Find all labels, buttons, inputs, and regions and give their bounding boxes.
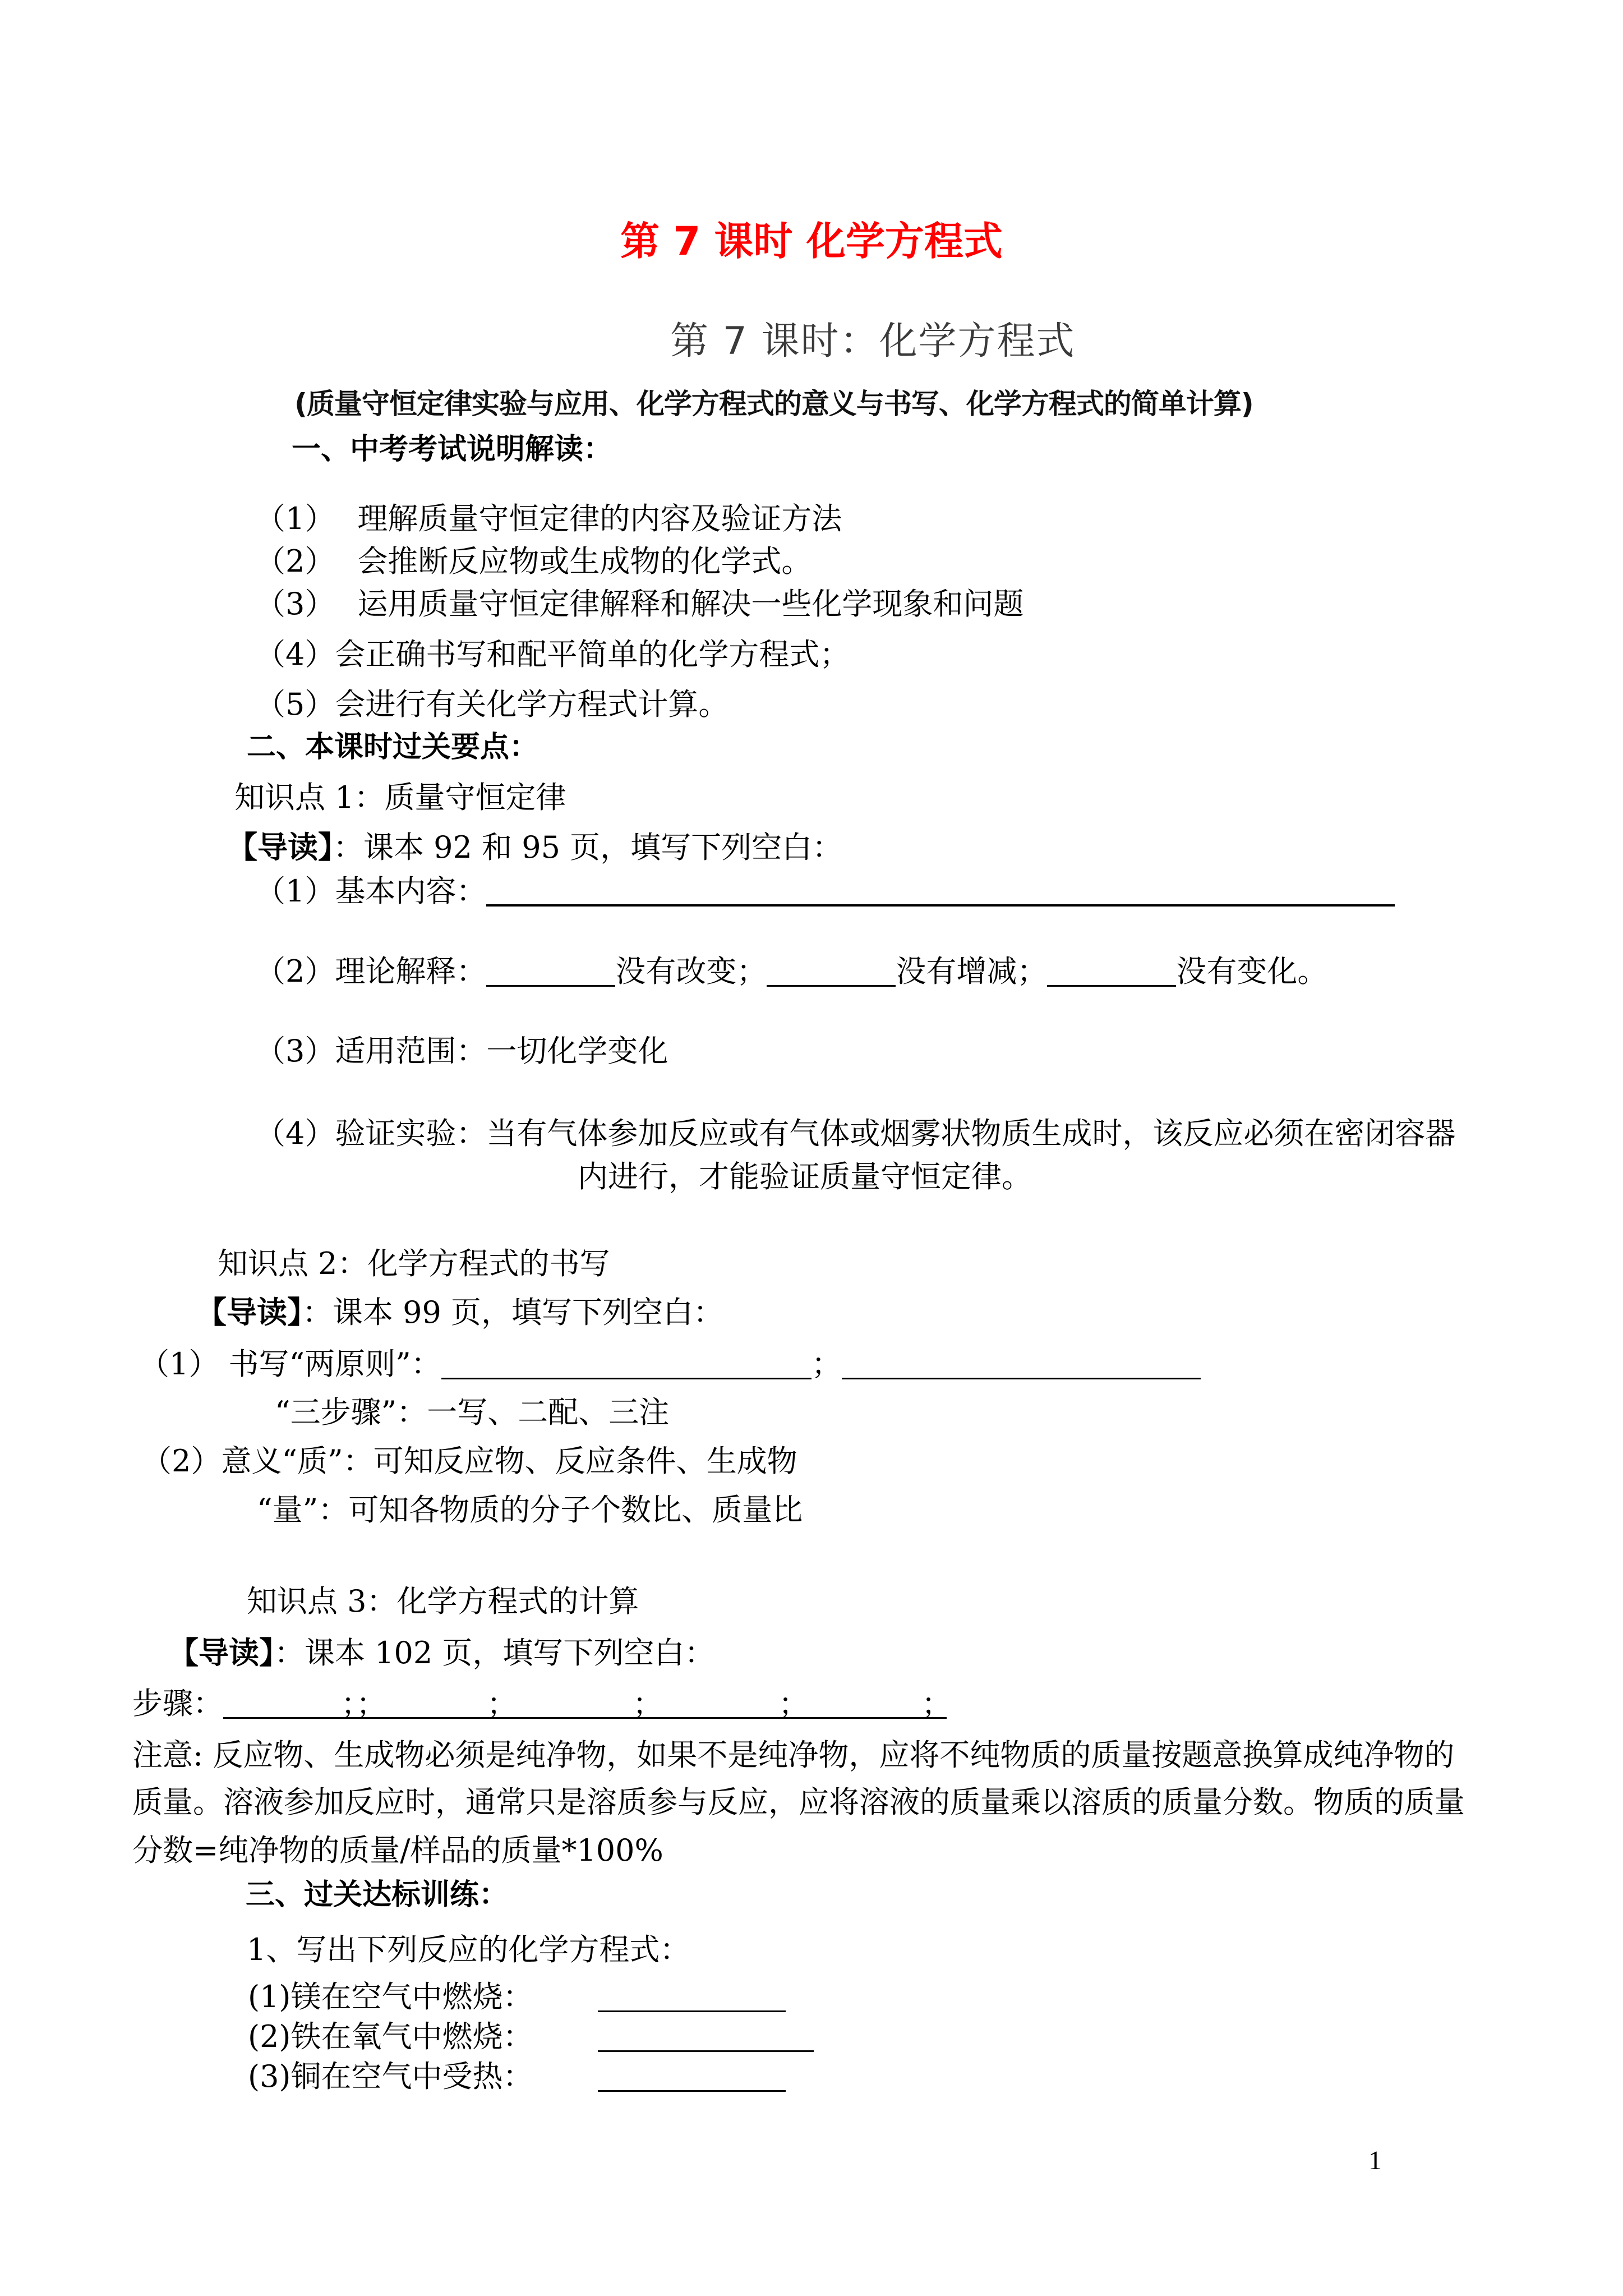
- blank-theory-1[interactable]: [486, 957, 615, 987]
- kp1-item-4-line1: （4）验证实验：当有气体参加反应或有气体或烟雾状物质生成时，该反应必须在密闭容器: [255, 1116, 1456, 1151]
- step-separator: ；；: [341, 1686, 386, 1722]
- exam-item-num: （4）: [255, 637, 335, 672]
- kp3-steps: [132, 1686, 952, 1722]
- step-separator: ；: [487, 1686, 517, 1722]
- guide-label: 【导读】: [168, 1635, 274, 1671]
- exam-item-text: 理解质量守恒定律的内容及验证方法: [357, 501, 842, 536]
- question-1-item-1: [248, 1979, 786, 2014]
- theory-part-1: 没有改变；: [615, 954, 767, 989]
- blank-theory-3[interactable]: [1047, 957, 1176, 987]
- kp3-note-line1: 注意: 反应物、生成物必须是纯净物，如果不是纯净物，应将不纯物质的质量按题意换算成纯净物的: [132, 1737, 1455, 1773]
- embedded-image-subtitle: (质量守恒定律实验与应用、化学方程式的意义与书写、化学方程式的简单计算): [294, 388, 1253, 420]
- reaction-label: (2)铁在氧气中燃烧：: [248, 2019, 533, 2054]
- guide-label: 【导读】: [196, 1295, 302, 1330]
- kp1-item-1: [255, 875, 1395, 907]
- kp2-item-2-line1: （2）意义“质”：可知反应物、反应条件、生成物: [141, 1443, 797, 1479]
- guide-label: 【导读】: [227, 830, 333, 865]
- blank-basic-content[interactable]: [486, 875, 1395, 907]
- kp2-item-1-label: （1） 书写“两原则”：: [139, 1346, 441, 1382]
- reaction-label: (3)铜在空气中受热：: [248, 2059, 533, 2094]
- exam-item-text: 会正确书写和配平简单的化学方程式；: [335, 637, 850, 672]
- exam-item-num: （5）: [255, 687, 335, 722]
- guide-text: ：课本 102 页，填写下列空白：: [274, 1635, 715, 1671]
- kp1-item-2: [255, 956, 1327, 987]
- section2-heading: 二、本课时过关要点：: [247, 730, 539, 764]
- theory-part-3: 没有变化。: [1176, 954, 1328, 989]
- step-separator: ；: [633, 1686, 663, 1722]
- question-1-item-2: [248, 2019, 814, 2054]
- exam-item-text: 会推断反应物或生成物的化学式。: [357, 544, 812, 579]
- exam-item-num: （1）: [255, 501, 335, 536]
- exam-item-4: [255, 639, 850, 670]
- kp3-guide: [168, 1635, 715, 1671]
- exam-item-num: （3）: [255, 586, 335, 622]
- step-separator: ；: [921, 1686, 952, 1722]
- section1-heading: 一、中考考试说明解读：: [292, 432, 613, 466]
- knowledge-point-1-title: 知识点 1：质量守恒定律: [234, 780, 566, 815]
- kp1-item-2-label: （2）理论解释：: [255, 954, 487, 989]
- knowledge-point-2-title: 知识点 2：化学方程式的书写: [218, 1246, 610, 1281]
- kp1-item-1-label: （1）基本内容：: [255, 873, 487, 909]
- page-title: 第 7 课时 化学方程式: [620, 218, 1003, 264]
- blank-principle-2[interactable]: [842, 1350, 1201, 1379]
- kp3-note-line2: 质量。溶液参加反应时，通常只是溶质参与反应，应将溶液的质量乘以溶质的质量分数。物质的质量: [132, 1784, 1465, 1820]
- exam-item-num: （2）: [255, 544, 335, 579]
- principle-separator: ；: [811, 1346, 842, 1382]
- kp1-guide: [227, 832, 842, 863]
- kp2-steps: “三步骤”：一写、二配、三注: [275, 1395, 670, 1430]
- kp1-item-4-line2: 内进行，才能验证质量守恒定律。: [578, 1159, 1032, 1194]
- exam-item-2: [255, 546, 811, 577]
- kp2-item-2-line2: “量”：可知各物质的分子个数比、质量比: [257, 1492, 803, 1527]
- kp2-guide: [196, 1297, 723, 1328]
- kp3-note-line3: 分数=纯净物的质量/样品的质量*100%: [132, 1833, 663, 1868]
- blank-equation-2[interactable]: [598, 2022, 814, 2052]
- steps-label: 步骤：: [132, 1686, 223, 1721]
- exam-item-1: [255, 501, 842, 536]
- blank-steps[interactable]: [223, 1686, 952, 1722]
- question-1-item-3: [248, 2059, 786, 2094]
- embedded-image-title: 第 7 课时：化学方程式: [670, 319, 1076, 364]
- exam-item-text: 会进行有关化学方程式计算。: [335, 687, 729, 722]
- exam-item-3: [255, 586, 1024, 622]
- question-1-title: 1、写出下列反应的化学方程式：: [247, 1932, 690, 1967]
- blank-equation-1[interactable]: [598, 1982, 786, 2012]
- knowledge-point-3-title: 知识点 3：化学方程式的计算: [247, 1584, 639, 1619]
- kp1-item-3: （3）适用范围：一切化学变化: [255, 1033, 668, 1069]
- blank-equation-3[interactable]: [598, 2062, 786, 2092]
- exam-item-5: [255, 689, 728, 720]
- guide-text: ：课本 99 页，填写下列空白：: [302, 1295, 724, 1330]
- blank-principle-1[interactable]: [441, 1350, 811, 1379]
- page-number: 1: [1368, 2146, 1382, 2175]
- step-separator: ；: [778, 1686, 809, 1722]
- section3-heading: 三、过关达标训练：: [246, 1878, 509, 1912]
- guide-text: ：课本 92 和 95 页，填写下列空白：: [333, 830, 843, 865]
- blank-theory-2[interactable]: [767, 957, 896, 987]
- theory-part-2: 没有增减；: [896, 954, 1048, 989]
- reaction-label: (1)镁在空气中燃烧：: [248, 1979, 533, 2014]
- kp2-item-1: [139, 1346, 1201, 1382]
- exam-item-text: 运用质量守恒定律解释和解决一些化学现象和问题: [357, 586, 1024, 622]
